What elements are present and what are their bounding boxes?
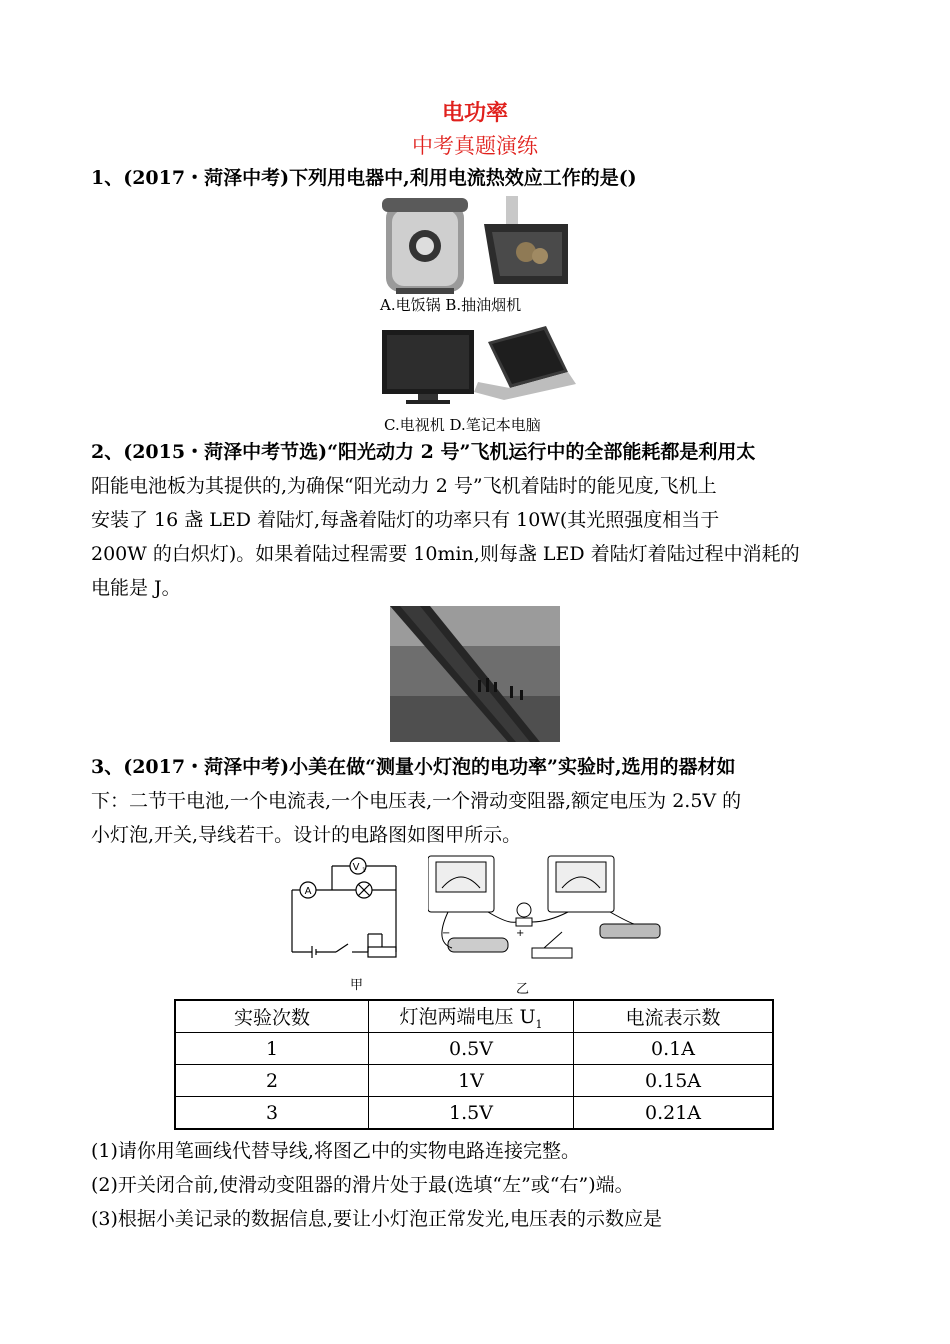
q2-line-1: 2、(2015・菏泽中考节选)“阳光动力 2 号”飞机运行中的全部能耗都是利用太 (91, 441, 756, 463)
q2-line-2: 阳能电池板为其提供的,为确保“阳光动力 2 号”飞机着陆时的能见度,飞机上 (91, 475, 717, 497)
q3-line-3: 小灯泡,开关,导线若干。设计的电路图如图甲所示。 (91, 824, 522, 846)
circuit-photo-yi (428, 852, 668, 968)
page-title: 电功率 (441, 101, 508, 126)
q3-line-1: 3、(2017・菏泽中考)小美在做“测量小灯泡的电功率”实验时,选用的器材如 (91, 756, 736, 778)
table-header-row (175, 1000, 773, 1033)
q2-airplane-photo (390, 606, 560, 742)
q1-text: 1、(2017・菏泽中考)下列用电器中,利用电流热效应工作的是() (91, 167, 637, 189)
label-yi: 乙 (516, 982, 530, 997)
table-row (175, 1065, 773, 1097)
table-row (175, 1033, 773, 1065)
table-row (175, 1097, 773, 1130)
table-cell: 1 (175, 1033, 369, 1065)
table-cell: 1V (369, 1065, 574, 1097)
table-header-cell: 实验次数 (175, 1000, 369, 1033)
rice-cooker-image (382, 198, 468, 294)
q2-line-4: 200W 的白炽灯)。如果着陆过程需要 10min,则每盏 LED 着陆灯着陆过程中消耗的 (91, 543, 800, 565)
table-cell: 1.5V (369, 1097, 574, 1130)
range-hood-image (484, 196, 568, 284)
voltmeter-subscript: 1 (362, 867, 366, 874)
data-table (174, 999, 774, 1130)
q2-line-5: 电能是 J。 (91, 577, 181, 599)
table-header-cell: 电流表示数 (574, 1000, 774, 1033)
table-cell: 0.15A (574, 1065, 774, 1097)
q1-caption-ab: A.电饭锅 B.抽油烟机 (380, 296, 522, 314)
q3-line-2: 下：二节干电池,一个电流表,一个电压表,一个滑动变阻器,额定电压为 2.5V 的 (91, 790, 742, 812)
table-header-cell: 灯泡两端电压 $U_1$ (369, 1000, 574, 1033)
label-jia: 甲 (350, 978, 364, 993)
table-cell: 2 (175, 1065, 369, 1097)
tv-image (382, 330, 474, 404)
q2-line-3: 安装了 16 盏 LED 着陆灯,每盏着陆灯的功率只有 10W(其光照强度相当于 (91, 509, 720, 531)
q3-part-2: (2)开关闭合前,使滑动变阻器的滑片处于最(选填“左”或“右”)端。 (91, 1174, 634, 1196)
q1-figure-cd (378, 322, 578, 412)
q3-part-1: (1)请你用笔画线代替导线,将图乙中的实物电路连接完整。 (91, 1140, 580, 1162)
page-subtitle: 中考真题演练 (412, 134, 538, 158)
table-cell: 0.5V (369, 1033, 574, 1065)
q3-part-3: (3)根据小美记录的数据信息,要让小灯泡正常发光,电压表的示数应是 (91, 1208, 662, 1230)
svg-text:+: + (516, 928, 525, 939)
laptop-image (474, 326, 576, 400)
table-cell: 0.21A (574, 1097, 774, 1130)
q1-caption-cd: C.电视机 D.笔记本电脑 (384, 416, 541, 434)
ammeter-label: A (304, 886, 312, 897)
circuit-diagram-jia (288, 852, 418, 964)
table-cell: 3 (175, 1097, 369, 1130)
table-cell: 0.1A (574, 1033, 774, 1065)
voltmeter-label: V (352, 862, 360, 873)
svg-text:−: − (442, 928, 451, 939)
